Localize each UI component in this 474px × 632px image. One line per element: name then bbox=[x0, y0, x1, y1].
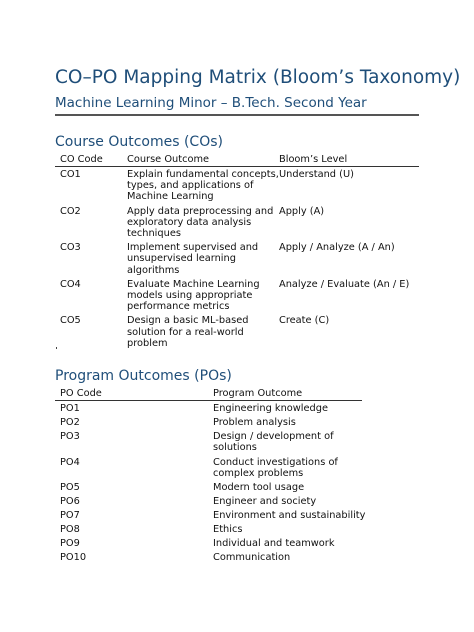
row-outcome-line: Apply data preprocessing and bbox=[127, 205, 274, 217]
po-header-rule bbox=[55, 400, 362, 401]
row-outcome-line: Design a basic ML-based bbox=[127, 315, 249, 327]
page-subtitle: Machine Learning Minor – B.Tech. Second Year bbox=[55, 95, 367, 111]
row-code: CO4 bbox=[60, 278, 81, 290]
row-outcome-line: exploratory data analysis bbox=[127, 216, 252, 228]
row-code: PO9 bbox=[60, 538, 80, 550]
title-divider bbox=[55, 114, 419, 116]
co-header-code: CO Code bbox=[60, 154, 103, 165]
row-bloom-level: Understand (U) bbox=[279, 169, 354, 180]
row-outcome-line: Engineering knowledge bbox=[213, 403, 328, 414]
stray-mark bbox=[56, 347, 57, 349]
row-code: PO10 bbox=[60, 552, 87, 564]
po-header-outcome: Program Outcome bbox=[213, 388, 303, 399]
row-code: PO1 bbox=[60, 403, 80, 414]
row-outcome-line: Evaluate Machine Learning bbox=[127, 278, 260, 290]
po-section-heading: Program Outcomes (POs) bbox=[55, 368, 232, 384]
row-outcome-line: Individual and teamwork bbox=[213, 538, 335, 550]
row-outcome-line: Communication bbox=[213, 552, 291, 564]
row-outcome-line: complex problems bbox=[213, 467, 304, 479]
page-title: CO–PO Mapping Matrix (Bloom’s Taxonomy) bbox=[55, 67, 461, 88]
row-code: CO2 bbox=[60, 205, 81, 217]
po-header-code: PO Code bbox=[60, 388, 102, 399]
row-code: CO5 bbox=[60, 315, 81, 327]
co-header-level: Bloom’s Level bbox=[279, 154, 348, 165]
row-outcome-line: performance metrics bbox=[127, 301, 230, 313]
co-section-heading: Course Outcomes (COs) bbox=[55, 134, 223, 150]
row-bloom-level: Analyze / Evaluate (An / E) bbox=[279, 278, 410, 290]
co-header-rule bbox=[55, 166, 419, 167]
row-code: PO3 bbox=[60, 431, 80, 443]
row-outcome-line: Problem analysis bbox=[213, 417, 296, 429]
row-code: PO7 bbox=[60, 510, 80, 521]
row-bloom-level: Create (C) bbox=[279, 315, 330, 327]
row-outcome-line: Explain fundamental concepts, bbox=[127, 169, 279, 180]
row-code: PO4 bbox=[60, 456, 80, 468]
row-code: CO3 bbox=[60, 242, 81, 254]
row-code: PO6 bbox=[60, 495, 80, 507]
co-header-outcome: Course Outcome bbox=[127, 154, 210, 165]
row-outcome-line: problem bbox=[127, 337, 168, 349]
row-code: PO2 bbox=[60, 417, 80, 429]
row-outcome-line: Conduct investigations of bbox=[213, 456, 338, 468]
row-outcome-line: techniques bbox=[127, 227, 181, 239]
row-outcome-line: algorithms bbox=[127, 264, 180, 276]
row-outcome-line: unsupervised learning bbox=[127, 253, 236, 265]
row-outcome-line: solution for a real-world bbox=[127, 326, 244, 338]
row-outcome-line: Implement supervised and bbox=[127, 242, 259, 254]
row-outcome-line: Engineer and society bbox=[213, 495, 317, 507]
row-outcome-line: models using appropriate bbox=[127, 289, 253, 301]
row-outcome-line: Modern tool usage bbox=[213, 481, 305, 493]
row-bloom-level: Apply (A) bbox=[279, 205, 325, 217]
row-outcome-line: solutions bbox=[213, 442, 257, 454]
row-code: PO5 bbox=[60, 481, 80, 493]
row-outcome-line: Ethics bbox=[213, 524, 243, 536]
row-outcome-line: Environment and sustainability bbox=[213, 510, 366, 521]
row-outcome-line: Machine Learning bbox=[127, 191, 214, 203]
row-outcome-line: types, and applications of bbox=[127, 180, 254, 192]
row-outcome-line: Design / development of bbox=[213, 431, 334, 443]
row-bloom-level: Apply / Analyze (A / An) bbox=[279, 242, 395, 254]
row-code: PO8 bbox=[60, 524, 80, 536]
row-code: CO1 bbox=[60, 169, 81, 180]
